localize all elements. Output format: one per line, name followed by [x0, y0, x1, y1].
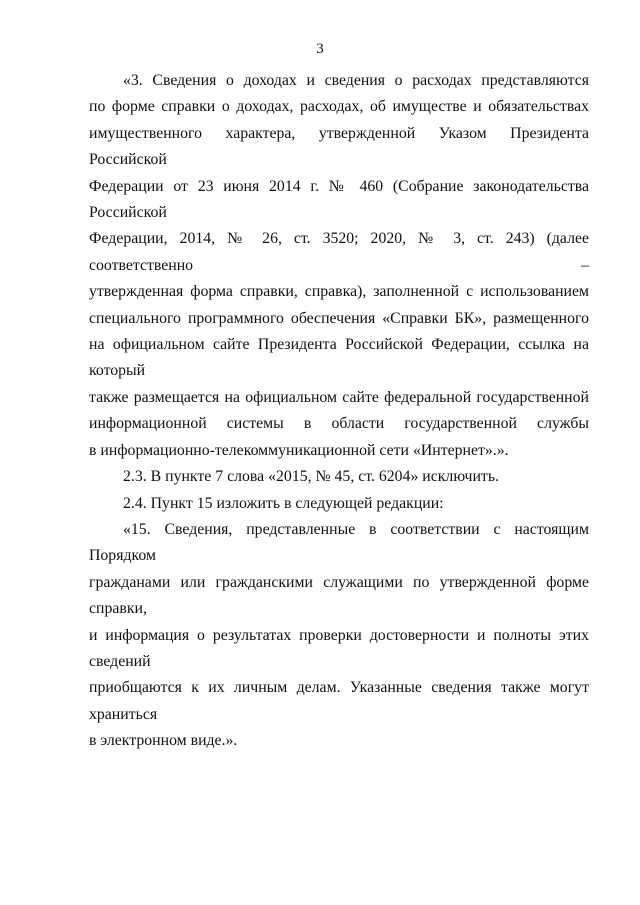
text-line: специального программного обеспечения «Справки БК», размещенного [89, 309, 589, 327]
text-line: по форме справки о доходах, расходах, об имуществе и обязательствах [89, 98, 589, 116]
text-line: на официальном сайте Президента Российской Федерации, ссылка на который [89, 336, 589, 380]
text-line: 2.4. Пункт 15 изложить в следующей редакции: [123, 494, 444, 512]
paragraph-4 [89, 517, 589, 755]
text-line: имущественного характера, утвержденной Указом Президента Российской [89, 124, 589, 169]
text-line: также размещается на официальном сайте федеральной государственной [89, 388, 589, 406]
document-body [89, 68, 589, 755]
text-line: в информационно-телекоммуникационной сети «Интернет».». [89, 441, 509, 459]
paragraph-3 [89, 491, 589, 517]
text-line: 2.3. В пункте 7 слова «2015, № 45, ст. 6204» исключить. [123, 468, 499, 486]
text-line: приобщаются к их личным делам. Указанные сведения также могут храниться [89, 679, 589, 723]
paragraph-2 [89, 464, 589, 490]
text-line: утвержденная форма справки, справка), заполненной с использованием [89, 283, 589, 301]
text-line: «15. Сведения, представленные в соответствии с настоящим Порядком [89, 520, 589, 565]
text-line: в электронном виде.». [89, 732, 238, 750]
text-line: Федерации от 23 июня 2014 г. № 460 (Собрание законодательства Российской [89, 177, 589, 222]
text-line: информационной системы в области государственной службы [89, 415, 589, 433]
text-line: и информация о результатах проверки достоверности и полноты этих сведений [89, 626, 589, 670]
page-number: 3 [316, 41, 324, 57]
text-line: «3. Сведения о доходах и сведения о расходах представляются [123, 72, 589, 89]
text-line: гражданами или гражданскими служащими по утвержденной форме справки, [89, 573, 589, 618]
text-line: Федерации, 2014, № 26, ст. 3520; 2020, № 3, ст. 243) (далее соответственно – [89, 230, 589, 274]
paragraph-1 [89, 68, 589, 464]
